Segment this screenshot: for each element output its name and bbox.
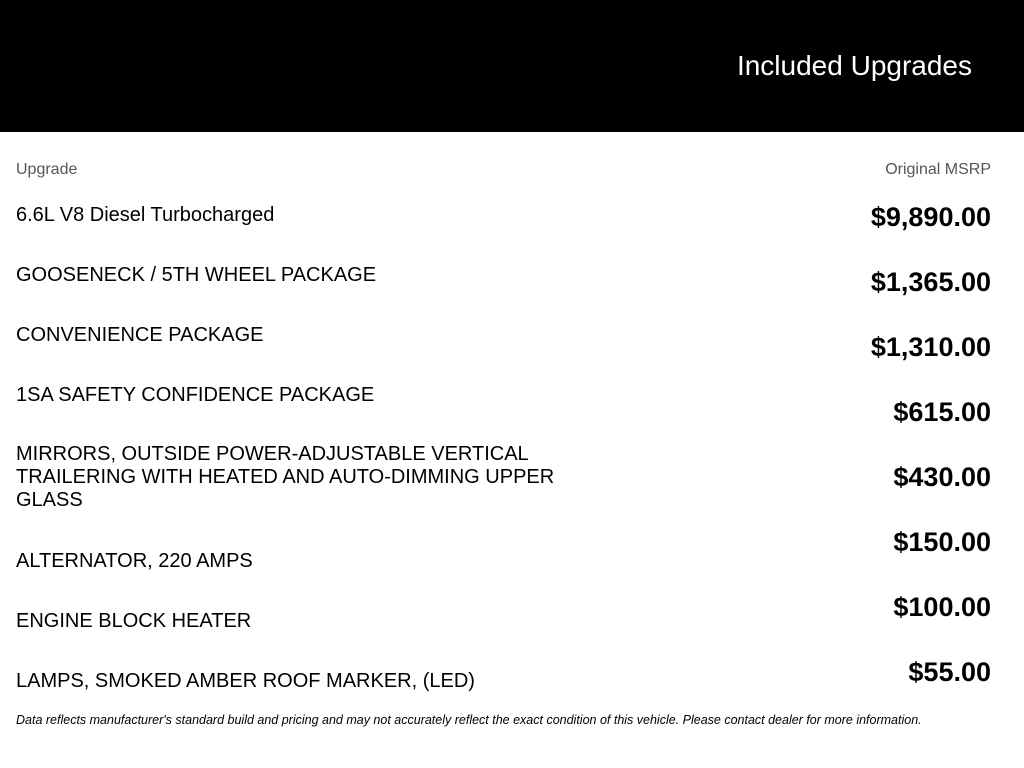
upgrade-name: ENGINE BLOCK HEATER	[16, 610, 252, 632]
upgrade-price: $615.00	[893, 397, 991, 427]
upgrade-price: $1,310.00	[870, 332, 991, 362]
upgrade-price: $150.00	[893, 527, 991, 557]
upgrade-price: $1,365.00	[870, 267, 991, 297]
upgrade-price: $100.00	[893, 592, 991, 622]
upgrade-name: GOOSENECK / 5TH WHEEL PACKAGE	[16, 264, 377, 286]
upgrade-name: ALTERNATOR, 220 AMPS	[16, 550, 253, 572]
header-bar	[0, 0, 1024, 132]
upgrade-name: MIRRORS, OUTSIDE POWER-ADJUSTABLE VERTICAL TRAILERING WITH HEATED AND AUTO-DIMMING UPPER GLASS	[16, 443, 555, 511]
msrp-column-header: Original MSRP	[885, 161, 991, 178]
upgrade-name: 1SA SAFETY CONFIDENCE PACKAGE	[16, 384, 375, 406]
page-title: Included Upgrades	[736, 50, 972, 81]
upgrade-name: CONVENIENCE PACKAGE	[16, 324, 264, 346]
disclaimer-text: Data reflects manufacturer's standard build and pricing and may not accurately reflect the exact condition of this vehicle. Please contact dealer for more information.	[16, 713, 922, 727]
upgrade-column-header: Upgrade	[16, 161, 78, 178]
upgrade-name: LAMPS, SMOKED AMBER ROOF MARKER, (LED)	[16, 670, 475, 692]
upgrade-price: $430.00	[893, 462, 991, 492]
upgrade-name: 6.6L V8 Diesel Turbocharged	[16, 204, 275, 226]
upgrade-price: $9,890.00	[870, 202, 991, 232]
upgrade-price: $55.00	[908, 657, 991, 687]
